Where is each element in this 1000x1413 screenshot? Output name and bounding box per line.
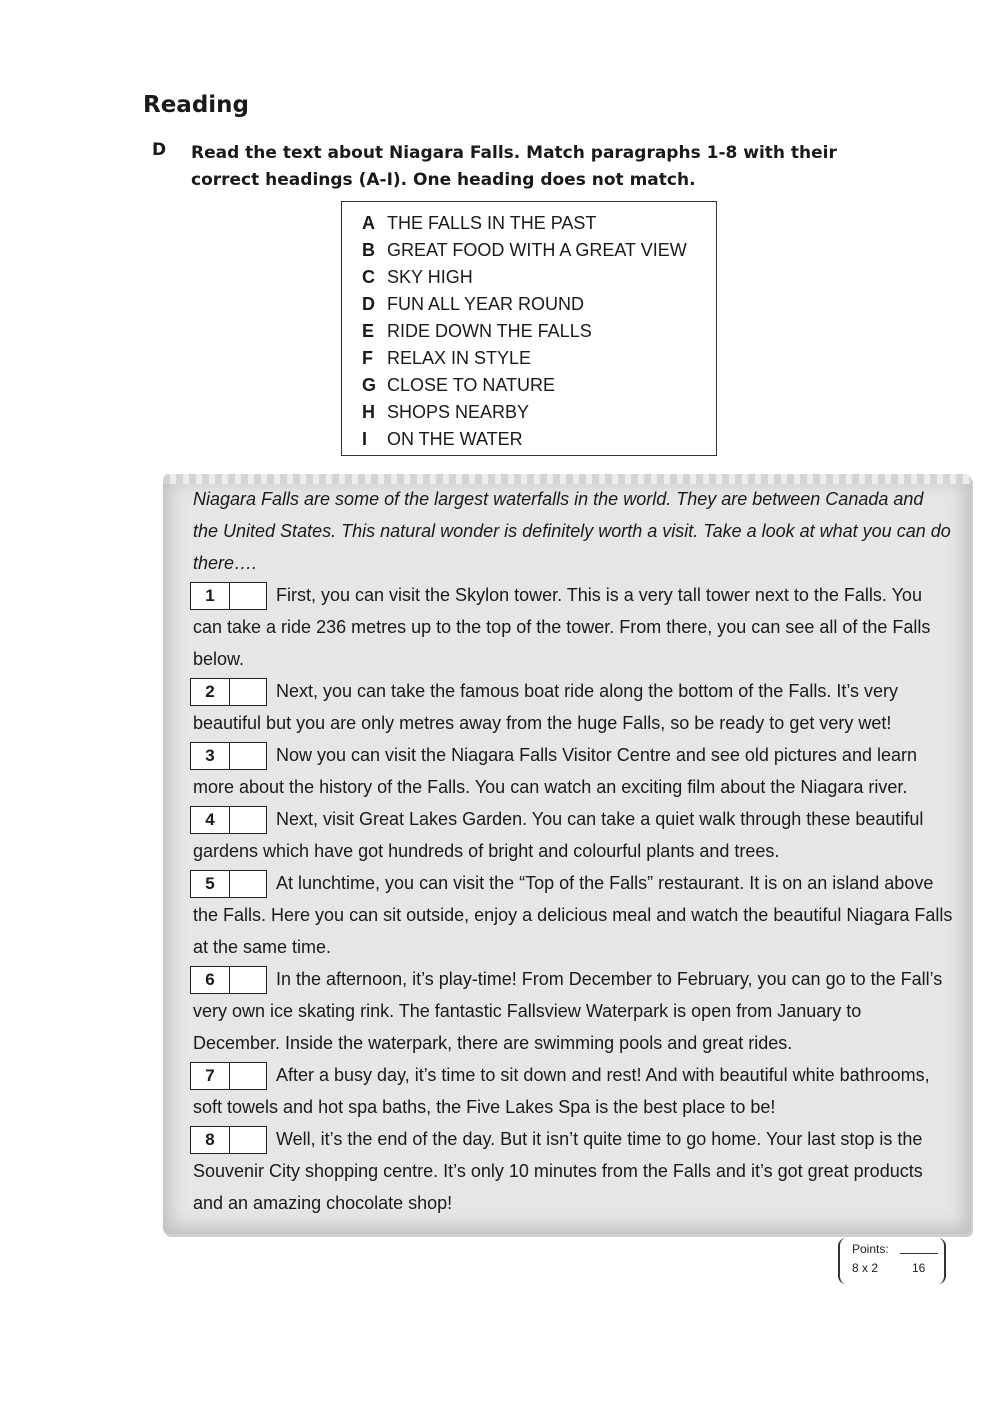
heading-letter: F bbox=[362, 348, 373, 368]
paragraph-6 bbox=[193, 963, 953, 1059]
answer-slot[interactable] bbox=[230, 743, 266, 769]
heading-letter: B bbox=[362, 240, 375, 260]
paragraph-7 bbox=[193, 1059, 953, 1123]
heading-item bbox=[362, 237, 716, 264]
paragraph-number: 2 bbox=[191, 679, 230, 705]
heading-item bbox=[362, 318, 716, 345]
heading-text: RIDE DOWN THE FALLS bbox=[387, 321, 592, 341]
answer-box-5[interactable] bbox=[190, 870, 267, 898]
paragraph-number: 7 bbox=[191, 1063, 230, 1089]
heading-item bbox=[362, 372, 716, 399]
heading-text: CLOSE TO NATURE bbox=[387, 375, 556, 395]
section-title: Reading bbox=[143, 92, 250, 118]
heading-item bbox=[362, 210, 716, 237]
answer-slot[interactable] bbox=[230, 1127, 266, 1153]
answer-box-7[interactable] bbox=[190, 1062, 267, 1090]
answer-slot[interactable] bbox=[230, 679, 266, 705]
passage-intro: Niagara Falls are some of the largest waterfalls in the world. They are between Canada and the United States. This natural wonder is definitely worth a visit. Take a look at what you can do there…. bbox=[193, 489, 951, 573]
answer-box-2[interactable] bbox=[190, 678, 267, 706]
points-blank[interactable] bbox=[900, 1253, 938, 1254]
answer-slot[interactable] bbox=[230, 583, 266, 609]
paragraph-number: 3 bbox=[191, 743, 230, 769]
heading-text: RELAX IN STYLE bbox=[387, 348, 532, 368]
heading-text: GREAT FOOD WITH A GREAT VIEW bbox=[387, 240, 687, 260]
task-instruction: Read the text about Niagara Falls. Match paragraphs 1-8 with their correct headings (A-I). One heading does not match. bbox=[191, 143, 837, 190]
heading-item bbox=[362, 264, 716, 291]
heading-letter: A bbox=[362, 213, 375, 233]
paragraph-text: In the afternoon, it’s play-time! From December to February, you can go to the Fall’s very own ice skating rink. The fantastic Fallsview Waterpark is open from January to December. Inside the waterpark, there are swimming pools and great rides. bbox=[193, 969, 943, 1053]
heading-text: SHOPS NEARBY bbox=[387, 402, 530, 422]
answer-box-6[interactable] bbox=[190, 966, 267, 994]
answer-box-8[interactable] bbox=[190, 1126, 267, 1154]
paragraph-1 bbox=[193, 579, 953, 675]
points-box bbox=[838, 1238, 946, 1284]
answer-slot[interactable] bbox=[230, 967, 266, 993]
heading-item bbox=[362, 345, 716, 372]
task-letter: D bbox=[152, 140, 167, 160]
heading-letter: E bbox=[362, 321, 375, 341]
heading-letter: H bbox=[362, 402, 375, 422]
heading-text: THE FALLS IN THE PAST bbox=[387, 213, 597, 233]
paragraph-3 bbox=[193, 739, 953, 803]
heading-text: FUN ALL YEAR ROUND bbox=[387, 294, 585, 314]
paragraph-text: Now you can visit the Niagara Falls Visitor Centre and see old pictures and learn more about the history of the Falls. You can watch an exciting film about the Niagara river. bbox=[193, 745, 917, 797]
heading-text: SKY HIGH bbox=[387, 267, 473, 287]
paragraph-text: First, you can visit the Skylon tower. This is a very tall tower next to the Falls. You can take a ride 236 metres up to the top of the tower. From there, you can see all of the Falls below. bbox=[193, 585, 931, 669]
paragraph-number: 8 bbox=[191, 1127, 230, 1153]
paragraph-number: 6 bbox=[191, 967, 230, 993]
answer-box-1[interactable] bbox=[190, 582, 267, 610]
points-label: Points: bbox=[852, 1242, 889, 1256]
paragraph-text: Next, visit Great Lakes Garden. You can take a quiet walk through these beautiful gardens which have got hundreds of bright and colourful plants and trees. bbox=[193, 809, 924, 861]
paragraph-text: After a busy day, it’s time to sit down and rest! And with beautiful white bathrooms, soft towels and hot spa baths, the Five Lakes Spa is the best place to be! bbox=[193, 1065, 930, 1117]
paragraph-text: At lunchtime, you can visit the “Top of the Falls” restaurant. It is on an island above the Falls. Here you can sit outside, enjoy a delicious meal and watch the beautiful Niagara Falls at the same time. bbox=[193, 873, 953, 957]
heading-item bbox=[362, 399, 716, 426]
points-multiplier: 8 x 2 bbox=[852, 1261, 879, 1275]
points-total: 16 bbox=[912, 1261, 926, 1275]
paragraph-text: Well, it’s the end of the day. But it isn’t quite time to go home. Your last stop is the Souvenir City shopping centre. It’s only 10 minutes from the Falls and it’s got great products and an amazing chocolate shop! bbox=[193, 1129, 923, 1213]
headings-box bbox=[341, 201, 717, 456]
paragraph-number: 4 bbox=[191, 807, 230, 833]
paragraph-text: Next, you can take the famous boat ride along the bottom of the Falls. It’s very beautiful but you are only metres away from the huge Falls, so be ready to get very wet! bbox=[193, 681, 899, 733]
answer-slot[interactable] bbox=[230, 807, 266, 833]
answer-box-3[interactable] bbox=[190, 742, 267, 770]
paragraph-number: 1 bbox=[191, 583, 230, 609]
answer-box-4[interactable] bbox=[190, 806, 267, 834]
heading-letter: D bbox=[362, 294, 375, 314]
heading-text: ON THE WATER bbox=[387, 429, 523, 449]
heading-letter: G bbox=[362, 375, 377, 395]
heading-item bbox=[362, 291, 716, 318]
paragraph-4 bbox=[193, 803, 953, 867]
answer-slot[interactable] bbox=[230, 1063, 266, 1089]
paragraph-5 bbox=[193, 867, 953, 963]
answer-slot[interactable] bbox=[230, 871, 266, 897]
paragraph-2 bbox=[193, 675, 953, 739]
heading-item bbox=[362, 426, 716, 453]
paragraph-number: 5 bbox=[191, 871, 230, 897]
paragraph-8 bbox=[193, 1123, 953, 1219]
heading-letter: C bbox=[362, 267, 375, 287]
reading-passage bbox=[193, 483, 953, 1219]
heading-letter: I bbox=[362, 429, 368, 449]
